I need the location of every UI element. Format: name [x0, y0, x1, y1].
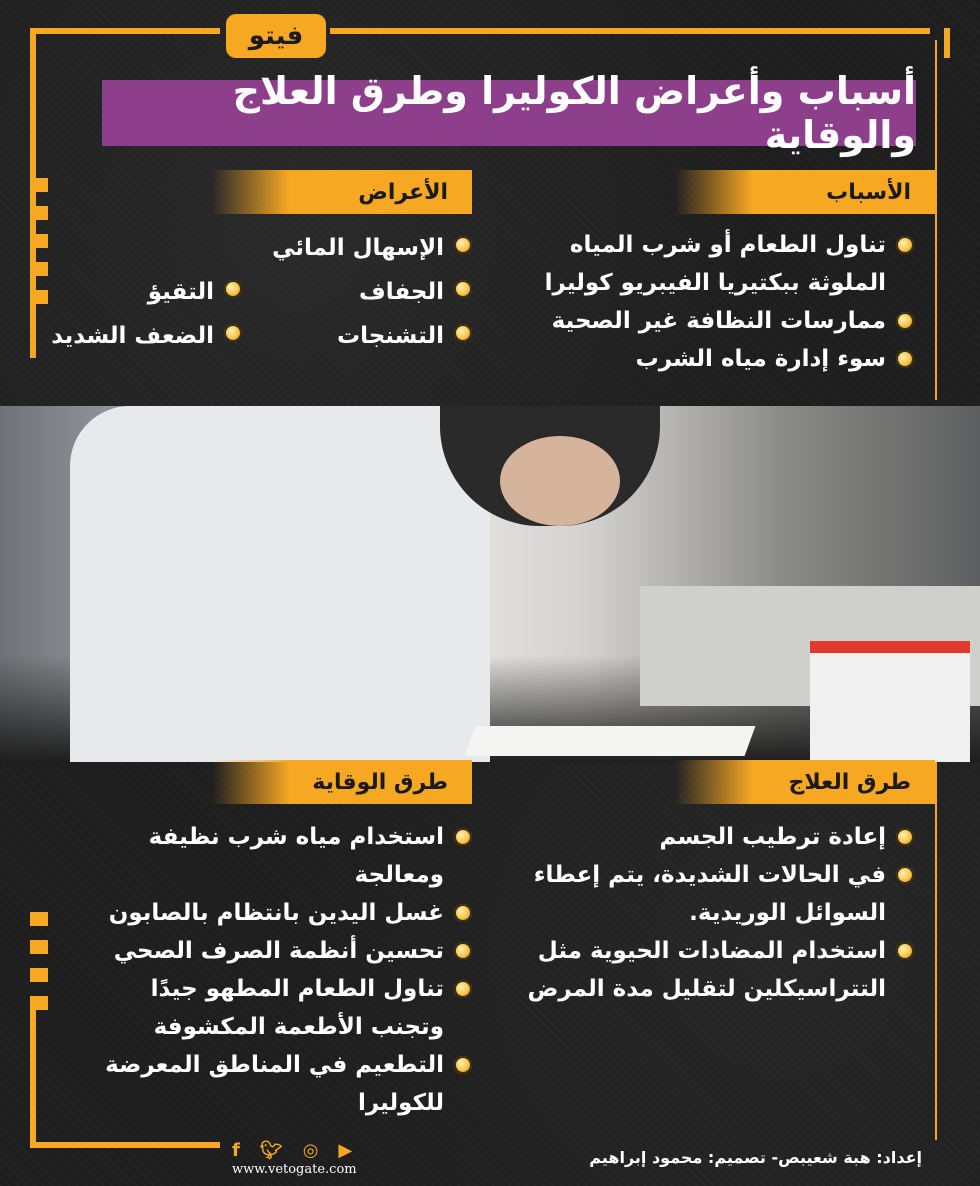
list-item: استخدام مياه شرب نظيفة: [52, 818, 472, 856]
frame-bottom: [30, 1142, 220, 1148]
logo: فيتو: [226, 14, 326, 58]
list-item-continuation: ومعالجة: [354, 862, 444, 888]
treatment-list: [514, 818, 914, 1008]
bullet-icon: [896, 866, 914, 884]
frame-right-upper: [935, 40, 937, 400]
twitter-icon[interactable]: 🐦︎: [259, 1140, 283, 1161]
list-item: ممارسات النظافة غير الصحية: [534, 302, 914, 340]
bullet-icon: [224, 324, 242, 342]
instagram-icon[interactable]: ◎: [302, 1140, 319, 1161]
bullet-icon: [896, 942, 914, 960]
frame-ticks-lower: [30, 912, 48, 1010]
list-item-continuation: التتراسيكلين لتقليل مدة المرض: [527, 976, 886, 1002]
list-item: استخدام المضادات الحيوية مثل: [514, 932, 914, 970]
symptoms-header: الأعراض: [212, 170, 472, 214]
list-item: التطعيم في المناطق المعرضة: [52, 1046, 472, 1084]
bullet-icon: [454, 280, 472, 298]
list-item: سوء إدارة مياه الشرب: [534, 340, 914, 378]
lab-photo: [0, 406, 980, 762]
list-item: الضعف الشديد: [51, 314, 242, 358]
frame-top-right: [330, 28, 930, 34]
bullet-icon: [454, 828, 472, 846]
paper-sheet: [465, 726, 756, 756]
list-item: تناول الطعام المطهو جيدًا: [52, 970, 472, 1008]
symptoms-list: [32, 226, 472, 358]
list-item-continuation: السوائل الوريدية.: [689, 900, 886, 926]
list-item: التقيؤ: [148, 270, 242, 314]
list-item: الجفاف: [242, 270, 472, 314]
list-item-continuation: الملوثة ببكتيريا الفيبريو كوليرا: [544, 270, 886, 296]
bullet-icon: [454, 1056, 472, 1074]
youtube-icon[interactable]: ▶: [338, 1140, 353, 1161]
list-item-continuation: للكوليرا: [357, 1090, 444, 1116]
causes-list: [534, 226, 914, 378]
list-item: التشنجات: [242, 314, 472, 358]
list-row: [32, 314, 472, 358]
frame-corner-right: [944, 28, 950, 58]
credits: إعداد: هبة شعيبص- تصميم: محمود إبراهيم: [589, 1148, 922, 1167]
frame-left-lower: [30, 1010, 36, 1148]
bullet-icon: [454, 942, 472, 960]
website-link[interactable]: www.vetogate.com: [232, 1162, 357, 1177]
facebook-icon[interactable]: f: [232, 1140, 240, 1161]
list-item: الإسهال المائي: [32, 226, 472, 270]
list-item: إعادة ترطيب الجسم: [514, 818, 914, 856]
list-item: تحسين أنظمة الصرف الصحي: [52, 932, 472, 970]
prevention-header: طرق الوقاية: [212, 760, 472, 804]
bullet-icon: [896, 828, 914, 846]
supply-box: [810, 641, 970, 762]
list-item: في الحالات الشديدة، يتم إعطاء: [514, 856, 914, 894]
bullet-icon: [896, 312, 914, 330]
list-item-continuation: وتجنب الأطعمة المكشوفة: [153, 1014, 444, 1040]
bullet-icon: [896, 350, 914, 368]
bullet-icon: [896, 236, 914, 254]
list-row: [32, 270, 472, 314]
social-icons: [232, 1140, 352, 1161]
frame-top-left: [30, 28, 220, 34]
frame-right-lower: [935, 760, 937, 1140]
lab-coat: [70, 406, 490, 762]
bullet-icon: [454, 324, 472, 342]
bullet-icon: [454, 980, 472, 998]
list-item: غسل اليدين بانتظام بالصابون: [52, 894, 472, 932]
bullet-icon: [224, 280, 242, 298]
list-item: تناول الطعام أو شرب المياه: [534, 226, 914, 264]
causes-header: الأسباب: [675, 170, 935, 214]
treatment-header: طرق العلاج: [675, 760, 935, 804]
prevention-list: [52, 818, 472, 1122]
face: [500, 436, 620, 526]
bullet-icon: [454, 904, 472, 922]
page-title: أسباب وأعراض الكوليرا وطرق العلاج والوقاية: [102, 80, 916, 146]
bullet-icon: [454, 236, 472, 254]
